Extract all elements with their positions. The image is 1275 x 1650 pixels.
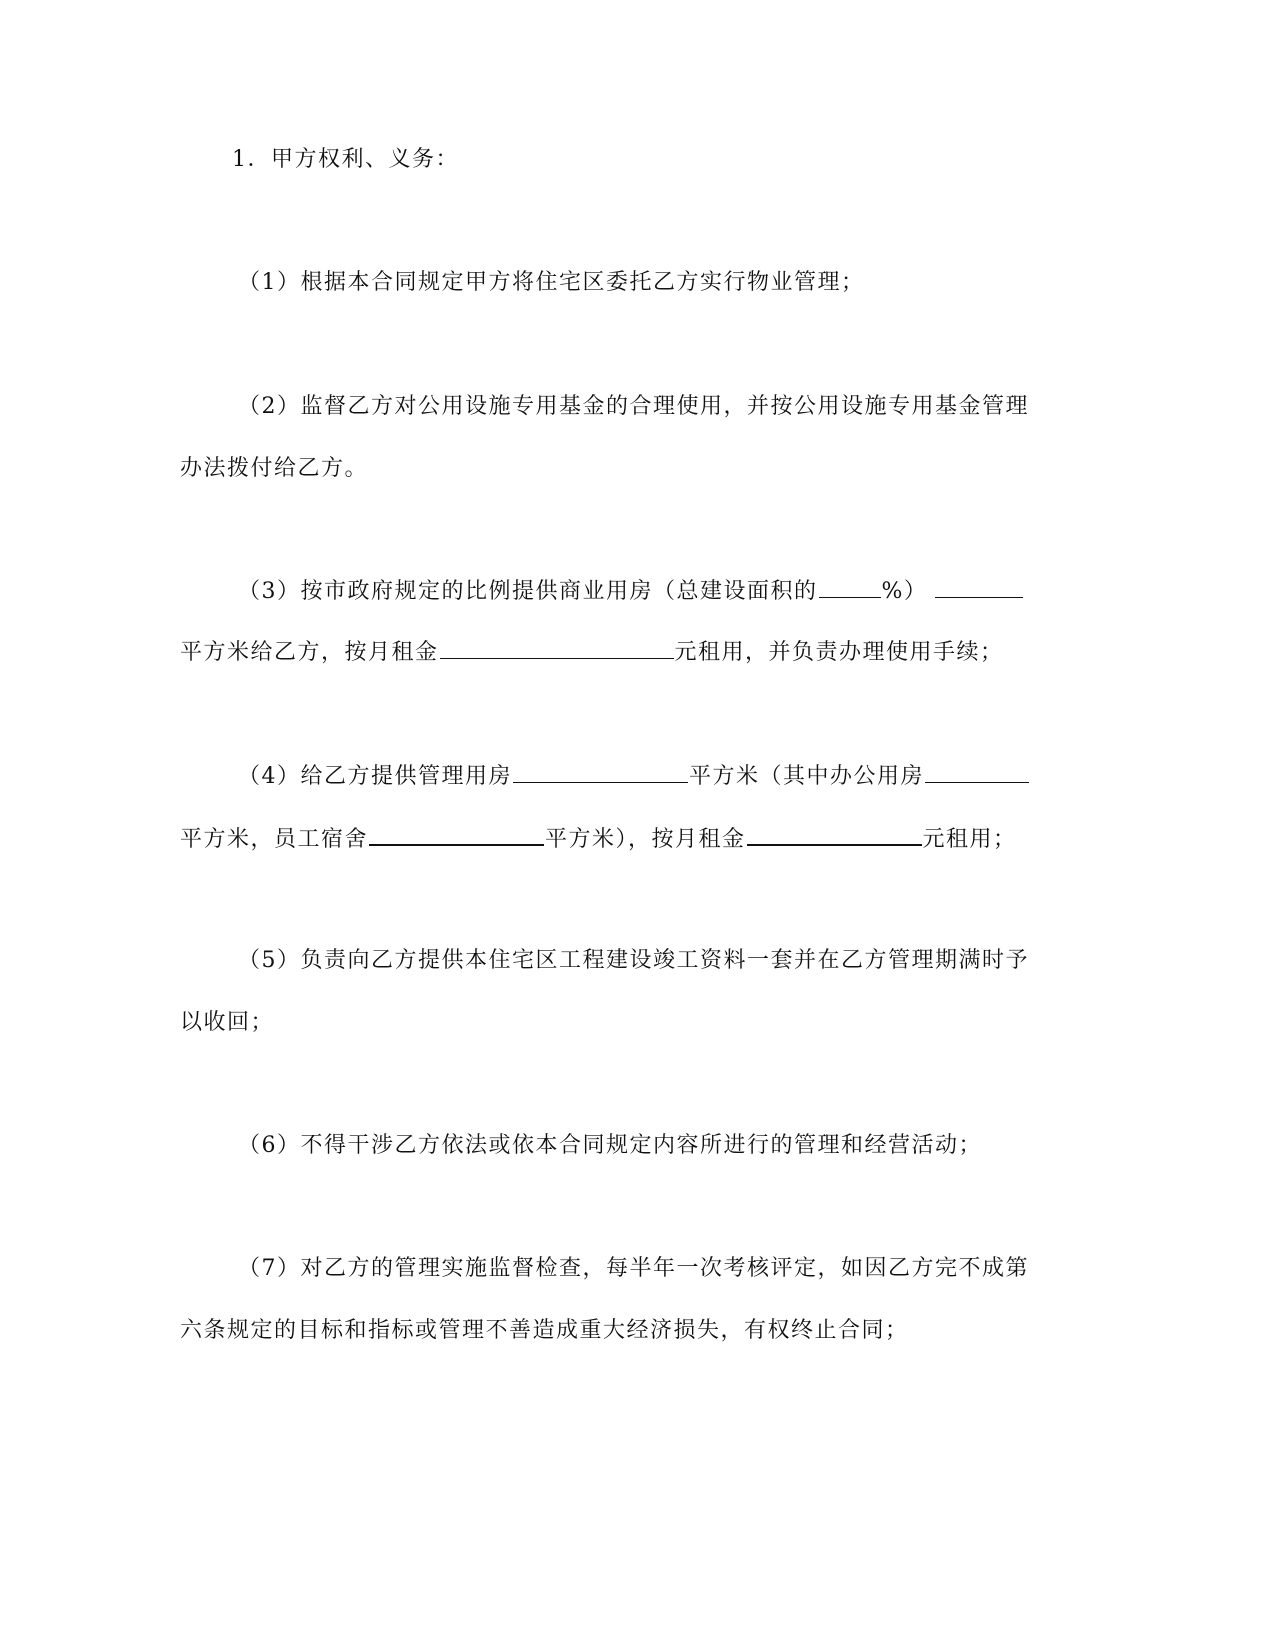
clause-label: （3） — [238, 579, 301, 604]
clause-text: 平方米，员工宿舍 — [180, 827, 369, 852]
clause-text: 不得干涉乙方依法或依本合同规定内容所进行的管理和经营活动； — [300, 1133, 983, 1158]
clause-text: 元租用，并负责办理使用手续； — [674, 640, 1004, 665]
clause-text: 平方米（其中办公用房 — [689, 764, 925, 789]
clause-text: 负责向乙方提供本住宅区工程建设竣工资料一套并在乙方管理期满时予 — [300, 948, 1030, 973]
clause-5-continuation: 以收回； — [180, 1010, 275, 1035]
clause-label: （7） — [238, 1256, 301, 1281]
fill-in-blank[interactable] — [819, 577, 881, 598]
clause-1 — [238, 268, 865, 298]
clause-label: （5） — [238, 948, 301, 973]
clause-text: 平方米给乙方，按月租金 — [180, 640, 439, 665]
clause-7-continuation: 六条规定的目标和指标或管理不善造成重大经济损失，有权终止合同； — [180, 1318, 909, 1343]
clause-6 — [238, 1131, 982, 1161]
fill-in-blank[interactable] — [747, 824, 922, 846]
clause-label: （2） — [238, 394, 301, 419]
clause-text: 元租用； — [922, 827, 1017, 852]
clause-2 — [238, 392, 1029, 422]
fill-in-blank[interactable] — [369, 824, 544, 846]
clause-label: （1） — [238, 270, 301, 295]
clause-4 — [238, 762, 1030, 792]
clause-text: 根据本合同规定甲方将住宅区委托乙方实行物业管理； — [300, 270, 865, 295]
clause-2-continuation: 办法拨付给乙方。 — [180, 456, 369, 481]
clause-3 — [238, 577, 1024, 607]
clause-3-continuation — [180, 638, 1004, 668]
section-heading: 1．甲方权利、义务： — [232, 147, 459, 172]
clause-7 — [238, 1254, 1029, 1284]
fill-in-blank[interactable] — [925, 762, 1029, 783]
clause-text: 给乙方提供管理用房 — [300, 764, 513, 789]
fill-in-blank[interactable] — [513, 762, 688, 783]
clause-text: 平方米），按月租金 — [545, 827, 746, 852]
clause-label: （4） — [238, 764, 301, 789]
clause-text: 监督乙方对公用设施专用基金的合理使用，并按公用设施专用基金管理 — [300, 394, 1030, 419]
clause-text: 按市政府规定的比例提供商业用房（总建设面积的 — [300, 579, 818, 604]
fill-in-blank[interactable] — [440, 638, 674, 659]
fill-in-blank[interactable] — [935, 577, 1023, 598]
clause-text: %） — [881, 579, 928, 604]
clause-5 — [238, 946, 1029, 976]
clause-text: 对乙方的管理实施监督检查，每半年一次考核评定，如因乙方完不成第 — [300, 1256, 1030, 1281]
clause-4-continuation — [180, 824, 1017, 855]
clause-label: （6） — [238, 1133, 301, 1158]
